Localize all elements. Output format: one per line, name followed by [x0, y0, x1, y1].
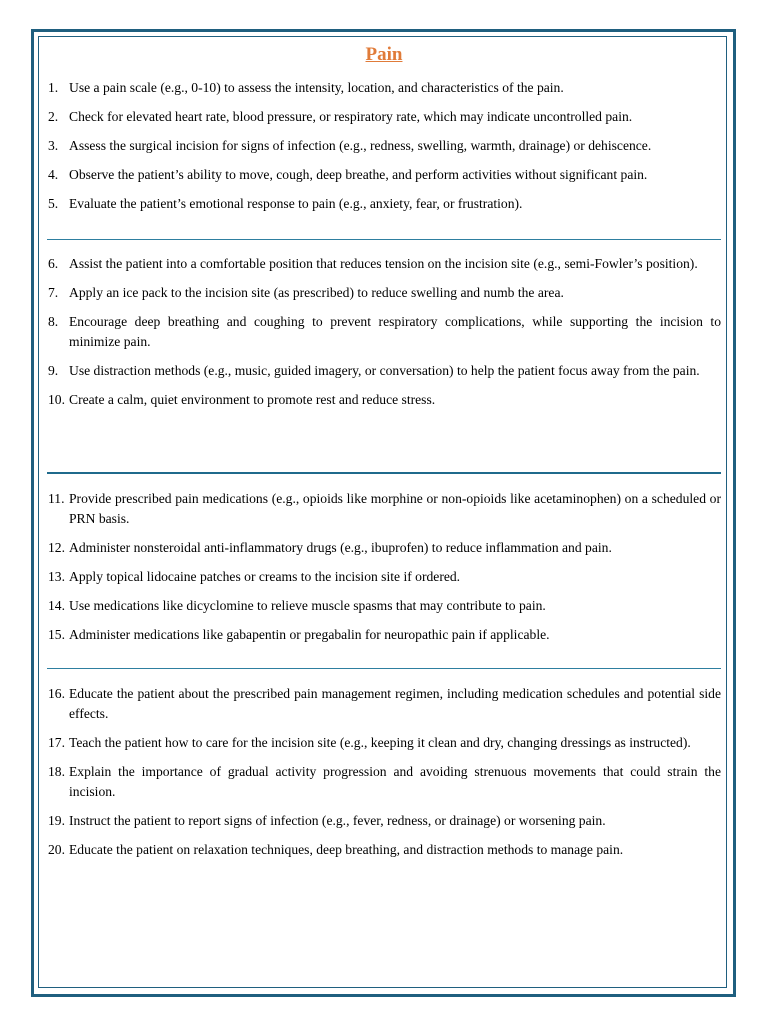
- item-text: Observe the patient’s ability to move, cough, deep breathe, and perform activities without significant pain.: [69, 167, 648, 182]
- item-text: Educate the patient on relaxation techniques, deep breathing, and distraction methods to manage pain.: [69, 842, 624, 857]
- item-text: Apply topical lidocaine patches or creams to the incision site if ordered.: [69, 569, 461, 584]
- item-text: Encourage deep breathing and coughing to prevent respiratory complications, while supporting the incision to minimize pain.: [69, 314, 721, 349]
- list-item: [48, 136, 721, 156]
- list-item: [48, 538, 721, 558]
- item-number: 20.: [48, 842, 65, 857]
- list-item: [48, 283, 721, 303]
- section-divider-1: [47, 239, 721, 240]
- item-number: 5.: [48, 196, 59, 211]
- item-text: Create a calm, quiet environment to promote rest and reduce stress.: [69, 392, 436, 407]
- item-number: 15.: [48, 627, 65, 642]
- list-item: [48, 840, 721, 860]
- assessment-list: [48, 78, 721, 223]
- list-item: [48, 567, 721, 587]
- item-text: Apply an ice pack to the incision site (as prescribed) to reduce swelling and numb the area.: [69, 285, 564, 300]
- section-divider-3: [47, 668, 721, 669]
- item-number: 12.: [48, 540, 65, 555]
- item-number: 4.: [48, 167, 59, 182]
- list-item: [48, 489, 721, 529]
- section-divider-2: [47, 472, 721, 474]
- item-text: Provide prescribed pain medications (e.g., opioids like morphine or non-opioids like acetaminophen) on a scheduled or PRN basis.: [69, 491, 721, 526]
- item-number: 9.: [48, 363, 59, 378]
- item-text: Teach the patient how to care for the incision site (e.g., keeping it clean and dry, changing dressings as instructed).: [69, 735, 691, 750]
- item-number: 13.: [48, 569, 65, 584]
- item-number: 10.: [48, 392, 65, 407]
- list-item: [48, 684, 721, 724]
- item-text: Use a pain scale (e.g., 0-10) to assess the intensity, location, and characteristics of the pain.: [69, 80, 564, 95]
- item-number: 2.: [48, 109, 59, 124]
- list-item: [48, 194, 721, 214]
- item-text: Explain the importance of gradual activity progression and avoiding strenuous movements that could strain the incision.: [69, 764, 721, 799]
- item-text: Administer nonsteroidal anti-inflammatory drugs (e.g., ibuprofen) to reduce inflammation and pain.: [69, 540, 612, 555]
- item-number: 7.: [48, 285, 59, 300]
- list-item: [48, 733, 721, 753]
- list-item: [48, 107, 721, 127]
- item-text: Evaluate the patient’s emotional response to pain (e.g., anxiety, fear, or frustration).: [69, 196, 523, 211]
- item-number: 3.: [48, 138, 59, 153]
- item-number: 6.: [48, 256, 59, 271]
- item-text: Assess the surgical incision for signs of infection (e.g., redness, swelling, warmth, drainage) or dehiscence.: [69, 138, 652, 153]
- item-text: Check for elevated heart rate, blood pressure, or respiratory rate, which may indicate uncontrolled pain.: [69, 109, 633, 124]
- list-item: [48, 165, 721, 185]
- education-list: [48, 684, 721, 869]
- list-item: [48, 596, 721, 616]
- item-number: 17.: [48, 735, 65, 750]
- medications-list: [48, 489, 721, 654]
- list-item: [48, 762, 721, 802]
- item-text: Educate the patient about the prescribed pain management regimen, including medication schedules and potential side effects.: [69, 686, 721, 721]
- item-number: 1.: [48, 80, 59, 95]
- item-text: Administer medications like gabapentin or pregabalin for neuropathic pain if applicable.: [69, 627, 550, 642]
- item-text: Use medications like dicyclomine to relieve muscle spasms that may contribute to pain.: [69, 598, 546, 613]
- item-text: Use distraction methods (e.g., music, guided imagery, or conversation) to help the patient focus away from the pain.: [69, 363, 700, 378]
- interventions-list: [48, 254, 721, 419]
- list-item: [48, 254, 721, 274]
- item-number: 18.: [48, 764, 65, 779]
- list-item: [48, 361, 721, 381]
- item-text: Instruct the patient to report signs of infection (e.g., fever, redness, or drainage) or worsening pain.: [69, 813, 606, 828]
- list-item: [48, 625, 721, 645]
- list-item: [48, 390, 721, 410]
- list-item: [48, 811, 721, 831]
- item-text: Assist the patient into a comfortable position that reduces tension on the incision site (e.g., semi-Fowler’s position).: [69, 256, 698, 271]
- item-number: 16.: [48, 686, 65, 701]
- list-item: [48, 78, 721, 98]
- item-number: 11.: [48, 491, 65, 506]
- item-number: 8.: [48, 314, 59, 329]
- list-item: [48, 312, 721, 352]
- item-number: 14.: [48, 598, 65, 613]
- page-title: Pain: [365, 44, 403, 65]
- item-number: 19.: [48, 813, 65, 828]
